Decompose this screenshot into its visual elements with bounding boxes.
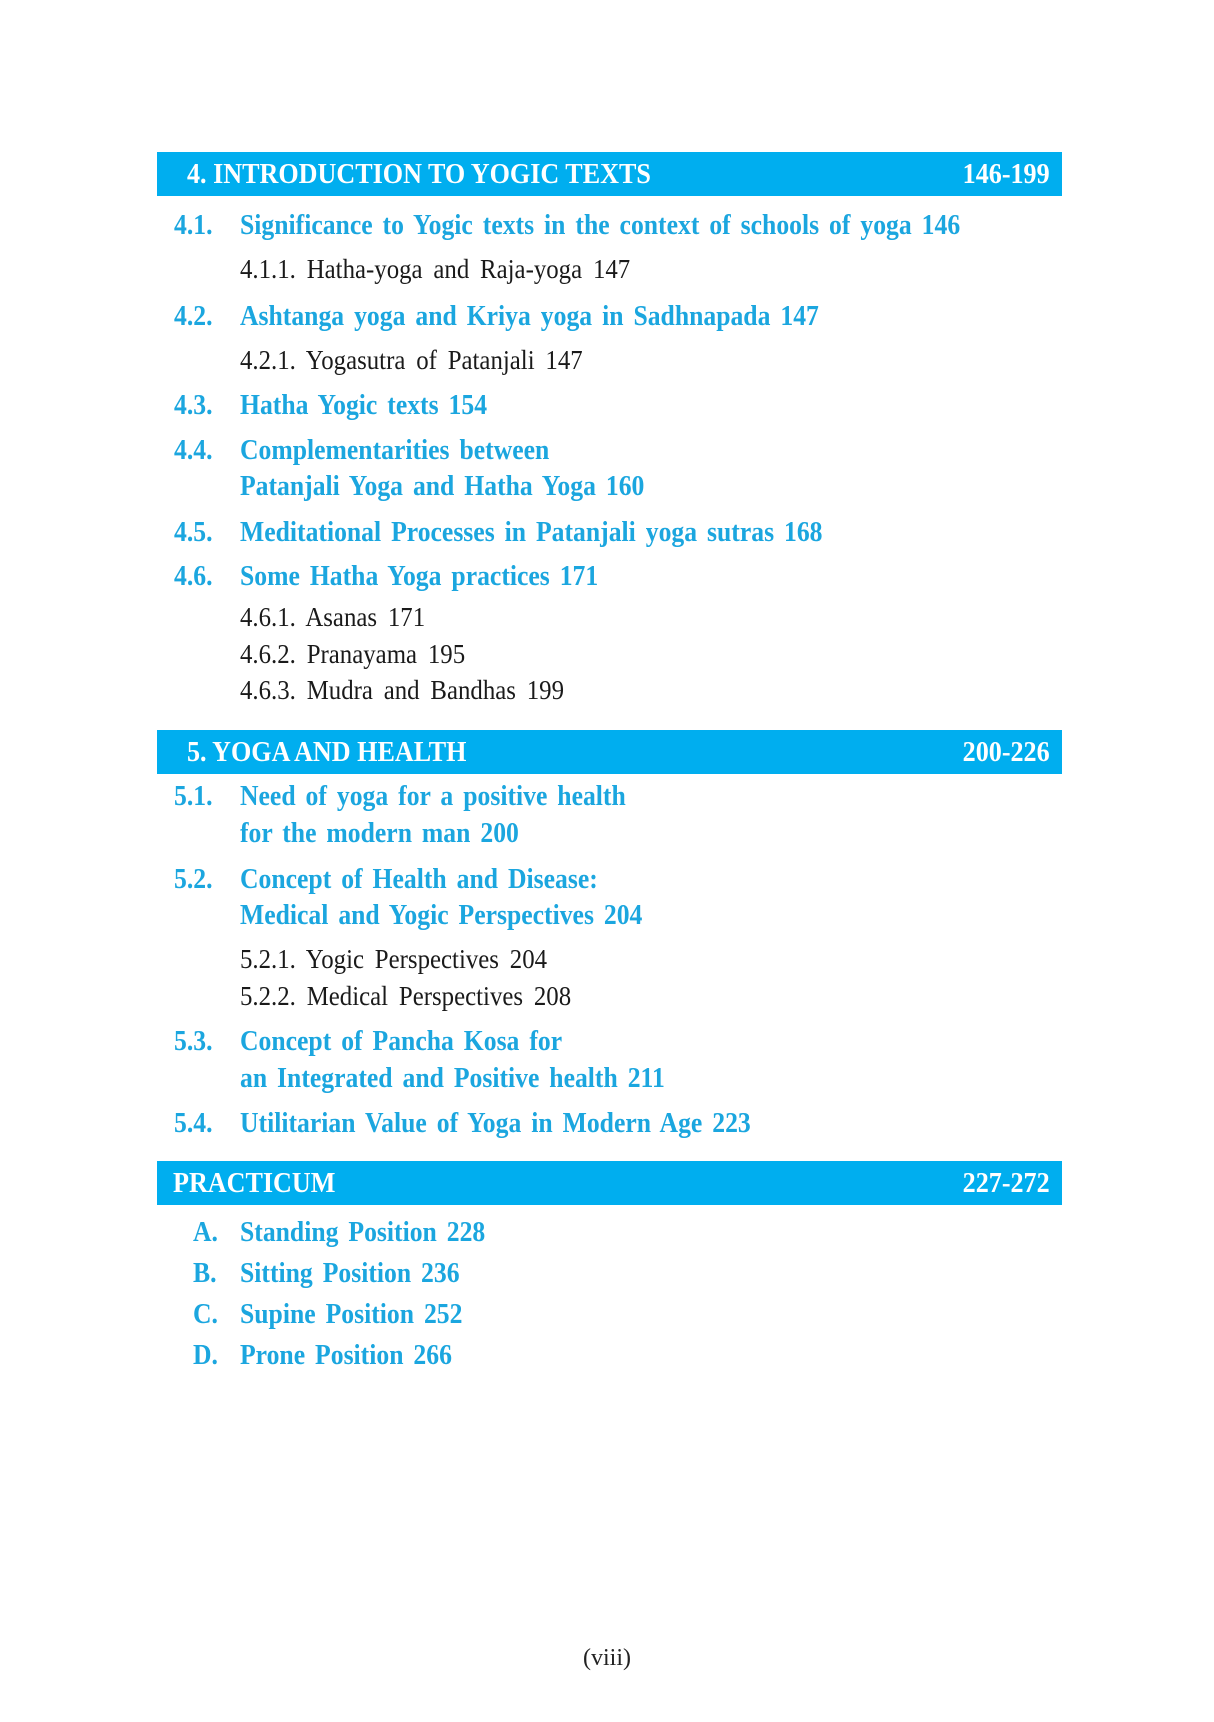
toc-entry-cont[interactable]: for the modern man 200: [240, 817, 519, 849]
section-pages: 200-226: [962, 736, 1050, 768]
toc-num[interactable]: 5.1.: [174, 780, 213, 812]
toc-num[interactable]: 5.4.: [174, 1107, 213, 1139]
toc-entry[interactable]: Ashtanga yoga and Kriya yoga in Sadhnapada 147: [240, 300, 819, 332]
toc-entry[interactable]: Supine Position 252: [240, 1298, 463, 1330]
section-header-5: [157, 730, 1062, 774]
toc-entry[interactable]: Standing Position 228: [240, 1216, 486, 1248]
toc-entry[interactable]: Utilitarian Value of Yoga in Modern Age 223: [240, 1107, 751, 1139]
section-pages: 227-272: [962, 1167, 1050, 1199]
toc-subentry[interactable]: 5.2.1. Yogic Perspectives 204: [240, 944, 548, 974]
toc-num[interactable]: 4.6.: [174, 560, 213, 592]
section-pages: 146-199: [962, 158, 1050, 190]
toc-entry[interactable]: Some Hatha Yoga practices 171: [240, 560, 599, 592]
section-title: 5. YOGA AND HEALTH: [187, 736, 467, 768]
toc-num[interactable]: C.: [193, 1298, 218, 1330]
toc-subentry[interactable]: 4.6.1. Asanas 171: [240, 602, 426, 632]
toc-num[interactable]: 4.3.: [174, 389, 213, 421]
toc-num[interactable]: 4.4.: [174, 434, 213, 466]
toc-num[interactable]: A.: [193, 1216, 218, 1248]
section-header-4: [157, 152, 1062, 196]
toc-entry[interactable]: Significance to Yogic texts in the context of schools of yoga 146: [240, 209, 961, 241]
toc-num[interactable]: 4.5.: [174, 516, 213, 548]
toc-num[interactable]: 4.2.: [174, 300, 213, 332]
toc-subentry[interactable]: 4.1.1. Hatha-yoga and Raja-yoga 147: [240, 254, 631, 284]
toc-entry[interactable]: Concept of Pancha Kosa for: [240, 1025, 563, 1057]
toc-num[interactable]: B.: [193, 1257, 217, 1289]
toc-subentry[interactable]: 4.2.1. Yogasutra of Patanjali 147: [240, 345, 583, 375]
toc-entry[interactable]: Prone Position 266: [240, 1339, 452, 1371]
section-title: 4. INTRODUCTION TO YOGIC TEXTS: [187, 158, 651, 190]
toc-entry[interactable]: Complementarities between: [240, 434, 550, 466]
toc-entry-cont[interactable]: Patanjali Yoga and Hatha Yoga 160: [240, 470, 645, 502]
toc-subentry[interactable]: 4.6.2. Pranayama 195: [240, 639, 466, 669]
toc-entry[interactable]: Meditational Processes in Patanjali yoga sutras 168: [240, 516, 823, 548]
toc-subentry[interactable]: 4.6.3. Mudra and Bandhas 199: [240, 675, 565, 705]
toc-entry[interactable]: Hatha Yogic texts 154: [240, 389, 488, 421]
toc-num[interactable]: 5.3.: [174, 1025, 213, 1057]
page-number: (viii): [583, 1645, 631, 1671]
toc-entry-cont[interactable]: Medical and Yogic Perspectives 204: [240, 899, 643, 931]
section-header-practicum: [157, 1161, 1062, 1205]
toc-entry[interactable]: Concept of Health and Disease:: [240, 863, 598, 895]
toc-num[interactable]: 4.1.: [174, 209, 213, 241]
section-title: PRACTICUM: [173, 1167, 336, 1199]
toc-entry[interactable]: Need of yoga for a positive health: [240, 780, 626, 812]
toc-subentry[interactable]: 5.2.2. Medical Perspectives 208: [240, 981, 572, 1011]
toc-entry-cont[interactable]: an Integrated and Positive health 211: [240, 1062, 665, 1094]
toc-num[interactable]: D.: [193, 1339, 218, 1371]
toc-num[interactable]: 5.2.: [174, 863, 213, 895]
toc-entry[interactable]: Sitting Position 236: [240, 1257, 460, 1289]
